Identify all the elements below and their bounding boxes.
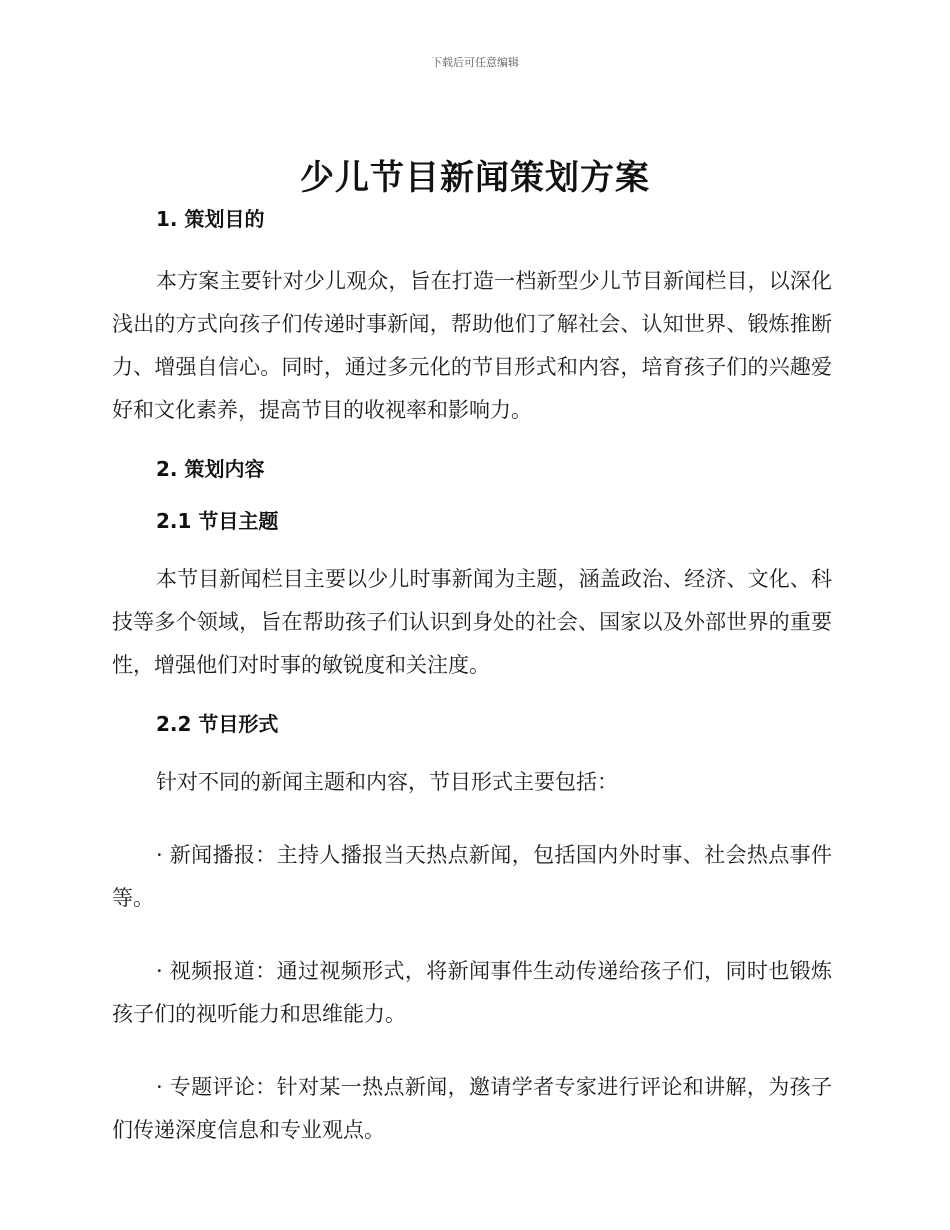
paragraph: 针对不同的新闻主题和内容，节目形式主要包括： — [156, 770, 618, 794]
document-body — [112, 204, 832, 1152]
bullet-item: · 新闻播报：主持人播报当天热点新闻，包括国内外时事、社会热点事件等。 — [112, 843, 832, 910]
page-header-note: 下载后可任意编辑 — [431, 56, 519, 69]
bullet-item: · 专题评论：针对某一热点新闻，邀请学者专家进行评论和讲解，为孩子们传递深度信息和专业观点。 — [112, 1075, 832, 1142]
paragraph: 本方案主要针对少儿观众，旨在打造一档新型少儿节目新闻栏目，以深化浅出的方式向孩子们传递时事新闻，帮助他们了解社会、认知世界、锻炼推断力、增强自信心。同时，通过多元化的节目形式和内容，培育孩子们的兴趣爱好和文化素养，提高节目的收视率和影响力。 — [112, 269, 832, 422]
document-title: 少儿节目新闻策划方案 — [300, 158, 650, 198]
subsection-heading: 2.2 节目形式 — [156, 712, 279, 736]
section-heading: 1. 策划目的 — [156, 207, 265, 231]
subsection-heading: 2.1 节目主题 — [156, 509, 279, 533]
bullet-item: · 视频报道：通过视频形式，将新闻事件生动传递给孩子们，同时也锻炼孩子们的视听能力和思维能力。 — [112, 959, 832, 1026]
paragraph: 本节目新闻栏目主要以少儿时事新闻为主题，涵盖政治、经济、文化、科技等多个领域，旨在帮助孩子们认识到身处的社会、国家以及外部世界的重要性，增强他们对时事的敏锐度和关注度。 — [112, 567, 832, 677]
section-heading: 2. 策划内容 — [156, 457, 265, 481]
